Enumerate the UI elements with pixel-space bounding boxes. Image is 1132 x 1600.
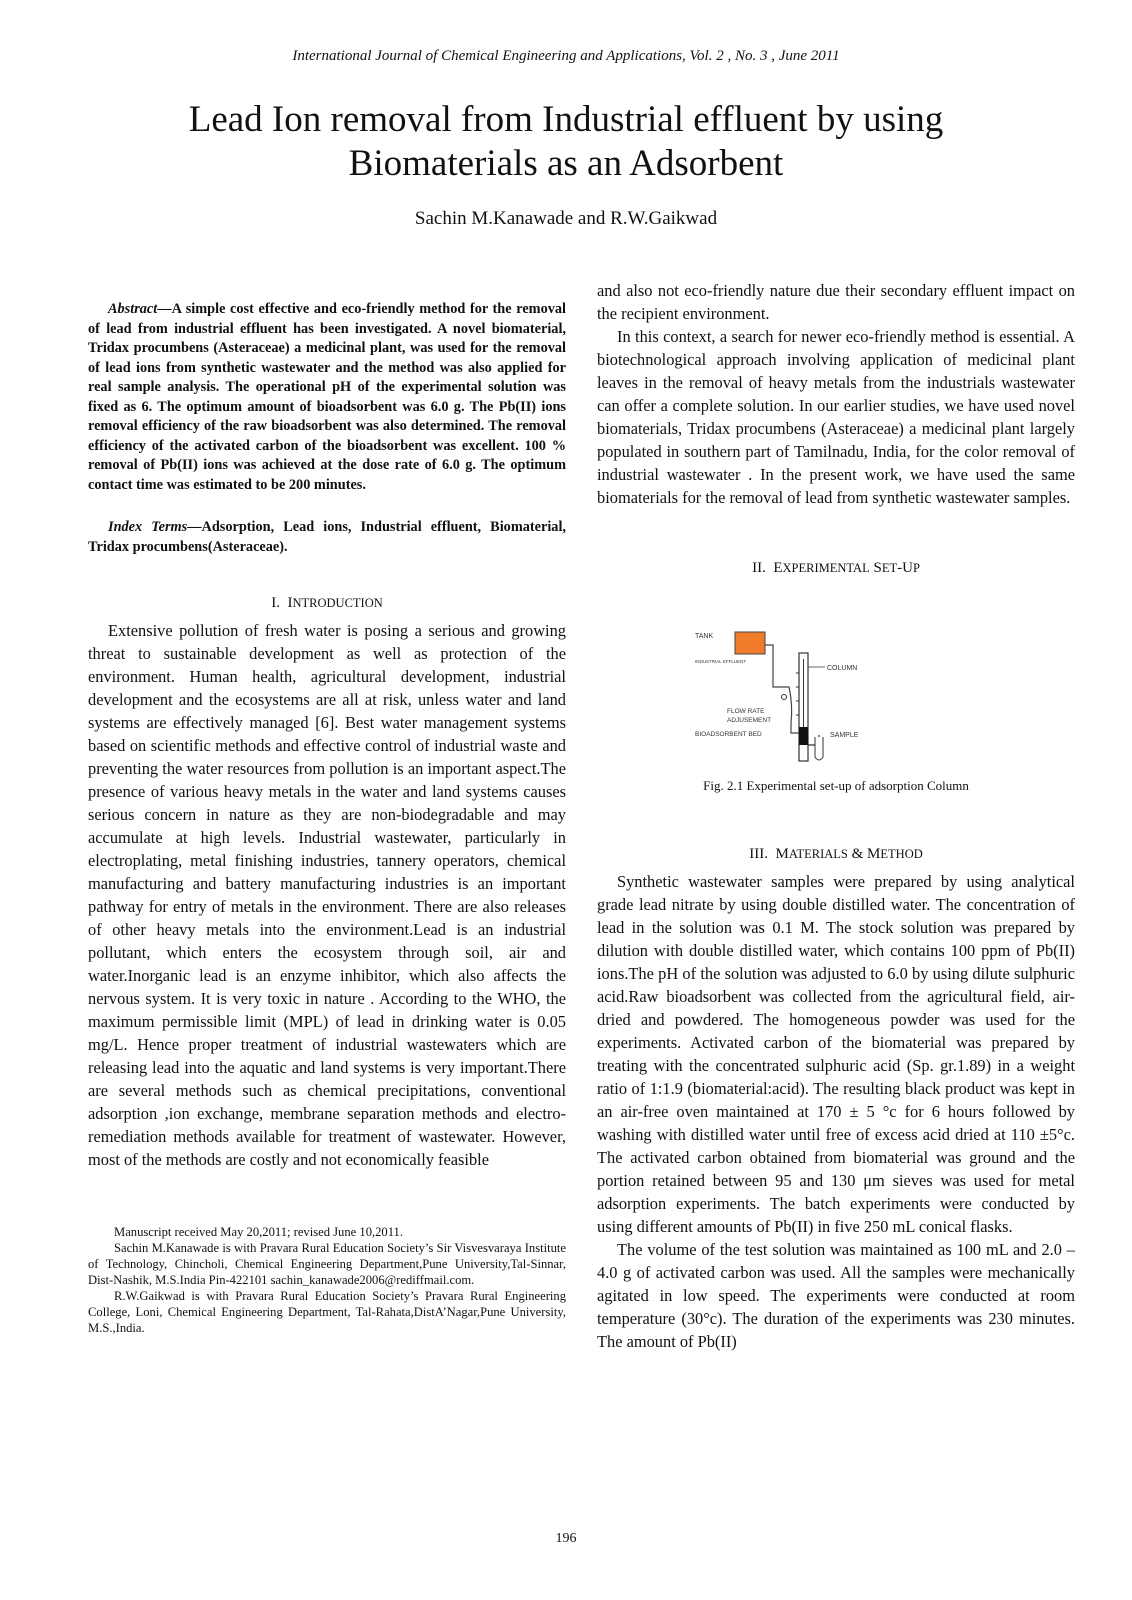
figure-caption: Fig. 2.1 Experimental set-up of adsorption Column <box>703 778 969 793</box>
adsorption-column-diagram <box>597 615 1075 765</box>
abstract-label: Abstract <box>108 301 158 317</box>
section-initial: M <box>775 846 789 862</box>
index-terms <box>88 518 566 557</box>
section-rest: ATERIALS <box>788 847 848 861</box>
section-heading-introduction <box>88 595 566 612</box>
bioadsorbent-bed-label: BIOADSORBENT BED <box>695 731 762 738</box>
effluent-label: INDUSTRIAL EFFLUENT <box>695 659 747 664</box>
flow-rate-label: FLOW RATE <box>727 708 765 715</box>
section-heading-experimental-setup: II. EXPERIMENTAL SET-UP <box>752 560 920 576</box>
column-label: COLUMN <box>827 665 858 672</box>
footnotes <box>88 1224 566 1336</box>
section-rest: P <box>912 561 920 575</box>
abstract <box>88 300 566 495</box>
flow-adjustment-label: ADJUSEMENT <box>727 717 772 724</box>
sample-label: SAMPLE <box>830 732 859 739</box>
materials-paragraph-2: The volume of the test solution was maintained as 100 mL and 2.0 – 4.0 g of activated carbon was used. All the samples were mechanically agitated in low speed. The experiments were conducted at room temperature (30°c). The duration of the experiments was 230 minutes. The amount of Pb(II) <box>597 1240 1075 1351</box>
section-initial: M <box>867 846 881 862</box>
tank-shape <box>735 632 765 654</box>
right-column <box>597 279 1075 1353</box>
page-number: 196 <box>555 1531 577 1546</box>
figure-adsorption-column <box>597 615 1075 765</box>
authors: Sachin M.Kanawade and R.W.Gaikwad <box>414 208 718 229</box>
section-ampersand: & <box>851 846 864 862</box>
title-line-2: Biomaterials as an Adsorbent <box>348 143 784 184</box>
section-numeral: III. <box>749 846 768 862</box>
index-terms-label: Index Terms <box>108 519 188 535</box>
section-initial: E <box>773 560 783 576</box>
section-rest: NTRODUCTION <box>292 596 383 610</box>
abstract-text: —A simple cost effective and eco-friendly method for the removal of lead from industrial effluent has been investigated. A novel biomaterial, Tridax procumbens (Asteraceae) a medicinal plant, was used for the removal of lead ions from synthetic wastewater and the method was also applied for real sample analysis. The operational pH of the experimental solution was fixed as 6. The optimum amount of bioadsorbent was 6.0 g. The Pb(II) ions removal efficiency of the raw bioadsorbent was also determined. The removal efficiency of the activated carbon of the bioadsorbent was excellent. 100 % removal of Pb(II) ions was achieved at the dose rate of 6.0 g. The optimum contact time was estimated to be 200 minutes. <box>88 301 566 493</box>
section-rest: ET <box>881 561 898 575</box>
bioadsorbent-bed-shape <box>799 727 808 745</box>
left-column <box>88 300 566 1336</box>
title-line-1: Lead Ion removal from Industrial effluent by using <box>188 99 944 140</box>
footnote-received: Manuscript received May 20,2011; revised June 10,2011. <box>114 1225 404 1239</box>
section-initial: S <box>873 560 882 576</box>
section-rest: XPERIMENTAL <box>782 561 870 575</box>
section-initial: U <box>902 560 913 576</box>
section-numeral: II. <box>752 560 766 576</box>
materials-paragraph-1: Synthetic wastewater samples were prepared by using analytical grade lead nitrate by using double distilled water. The concentration of lead in the solution was 0.1 M. The stock solution was prepared by dilution with double distilled water, which contains 100 ppm of Pb(II) ions.The pH of the solution was adjusted to 6.0 by using dilute sulphuric acid.Raw bioadsorbent was collected from the agricultural field, air-dried and powdered. The homogeneous powder was used for the experiments. Activated carbon of the biomaterial was prepared by treating with the concentrated sulphuric acid (Sp. gr.1.89) in a weight ratio of 1:1.9 (biomaterial:acid). The resulting black product was kept in an air-free oven maintained at 170 ± 5 °c for 6 hours followed by washing with distilled water until free of excess acid dried at 110 ±5°c. The activated carbon obtained from biomaterial was ground and the portion retained between 95 and 130 μm sieves was used for metal adsorption experiments. The batch experiments were conducted by using different amounts of Pb(II) in five 250 mL conical flasks. <box>597 872 1075 1236</box>
index-terms-text: —Adsorption, Lead ions, Industrial effluent, Biomaterial, Tridax procumbens(Asteraceae). <box>88 519 566 555</box>
journal-header: International Journal of Chemical Engineering and Applications, Vol. 2 , No. 3 , June 2011 <box>292 48 840 64</box>
section-heading-materials-method <box>597 846 1075 863</box>
continued-paragraph: and also not eco-friendly nature due their secondary effluent impact on the recipient environment. <box>597 281 1075 323</box>
sample-tube-shape <box>815 737 823 760</box>
footnote-author-2: R.W.Gaikwad is with Pravara Rural Education Society’s Pravara Rural Engineering College, Loni, Chemical Engineering Department, Tal-Rahata,DistA’Nagar,Pune University, M.S.,India. <box>88 1289 566 1335</box>
section-rest: ETHOD <box>880 847 923 861</box>
tank-label: TANK <box>695 633 714 640</box>
section-initial: I <box>287 595 293 611</box>
introduction-paragraph: Extensive pollution of fresh water is posing a serious and growing threat to sustainable development as well as protection of the environment. Human health, agricultural development, industrial development and the ecosystems are all at risk, unless water and land systems are effectively managed [6]. Best water management systems based on scientific methods and effective control of industrial waste and preventing the water resources from pollution is an important aspect.The presence of various heavy metals in the water and land systems causes serious concern in nature as they are non-biodegradable and may accumulate at high levels. Industrial wastewater, particularly in electroplating, metal finishing industries, tannery operators, chemical manufacturing and battery manufacturing industries is an important pathway for entry of metals in the environment. There are also releases of other heavy metals into the environment.Lead is an industrial pollutant, which enters the ecosystem through soil, air and water.Inorganic lead is an enzyme inhibitor, which also affects the nervous system. It is very toxic in nature . According to the WHO, the maximum permissible limit (MPL) of lead in drinking water is 0.05 mg/L. Hence proper treatment of industrial wastewaters which are releasing lead into the aquatic and land systems is very important.There are several methods such as chemical precipitations, conventional adsorption ,ion exchange, membrane separation methods and electro-remediation methods available for treatment of wastewater. However, most of the methods are costly and not economically feasible <box>88 621 566 1169</box>
section-numeral: I. <box>271 595 280 611</box>
context-paragraph: In this context, a search for newer eco-friendly method is essential. A biotechnological approach involving application of medicinal plant leaves in the removal of heavy metals from the industrials wastewater can offer a complete solution. In our earlier studies, we have used novel biomaterials, Tridax procumbens (Asteraceae) a medicinal plant largely populated in southern part of Tamilnadu, India, for the color removal of industrial wastewater . In the present work, we have used the same biomaterials for the removal of lead from synthetic wastewater samples. <box>597 327 1075 507</box>
footnote-author-1: Sachin M.Kanawade is with Pravara Rural Education Society’s Sir Visvesvaraya Institute of Technology, Chincholi, Chemical Engineering Department,Pune University,Tal-Sinnar, Dist-Nashik, M.S.India Pin-422101 sachin_kanawade2006@rediffmail.com. <box>88 1241 566 1287</box>
paper-title <box>100 98 1032 186</box>
flow-valve <box>782 695 787 700</box>
